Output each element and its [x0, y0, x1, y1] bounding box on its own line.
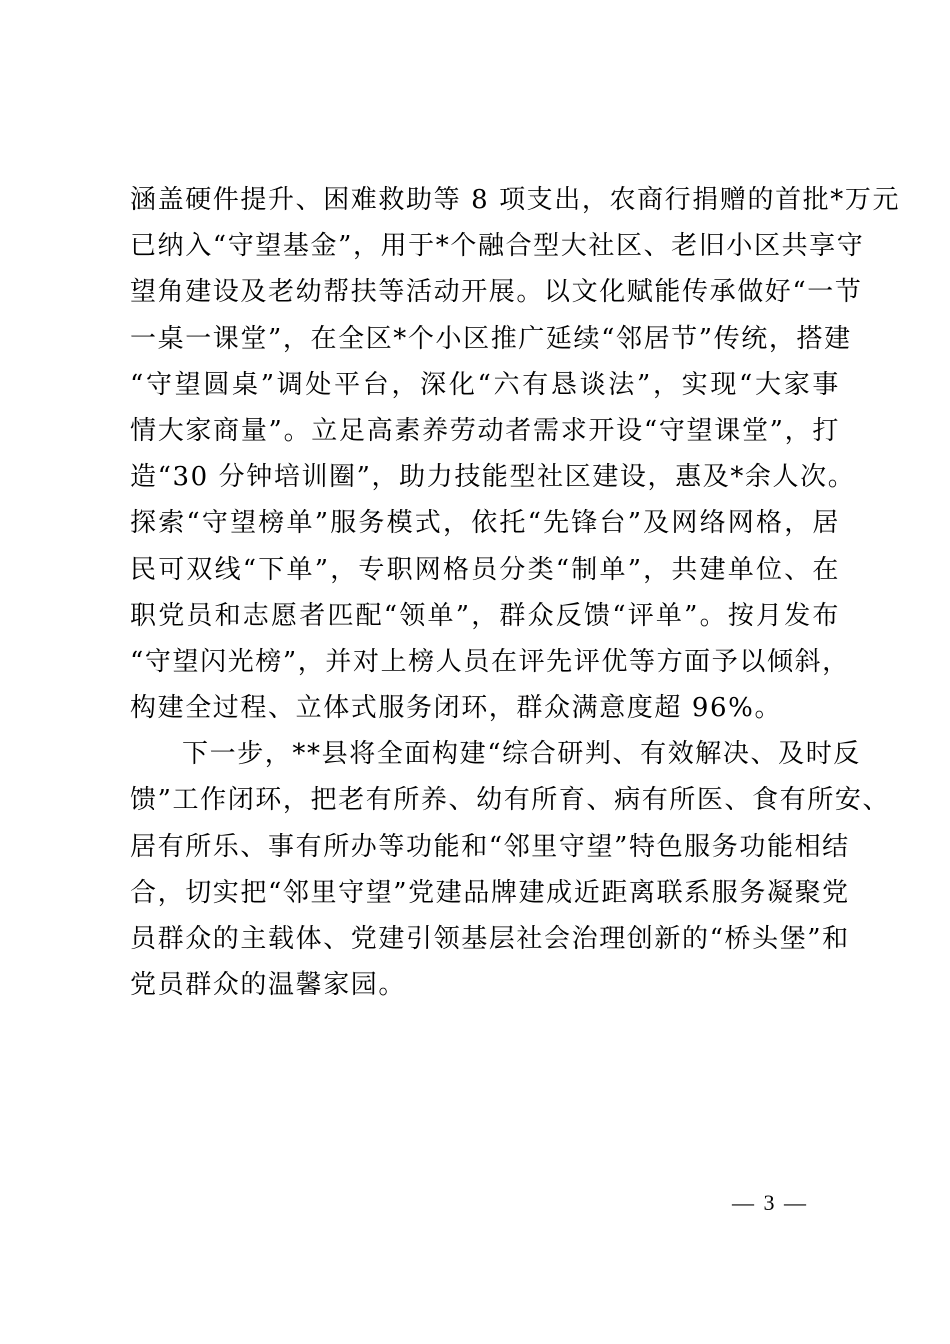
paragraph-1 [130, 177, 901, 731]
text-line: 合，切实把“邻里守望”党建品牌建成近距离联系服务凝聚党 [130, 877, 850, 908]
text-line: 造“30 分钟培训圈”，助力技能型社区建设，惠及*余人次。 [130, 462, 856, 493]
text-line: 居有所乐、事有所办等功能和“邻里守望”特色服务功能相结 [130, 831, 850, 862]
text-line: 馈”工作闭环，把老有所养、幼有所育、病有所医、食有所安、 [130, 785, 891, 816]
text-line: 一桌一课堂”，在全区*个小区推广延续“邻居节”传统，搭建 [130, 323, 852, 354]
body-text [130, 177, 901, 1008]
text-line-last: 党员群众的温馨家园。 [130, 970, 407, 1001]
paragraph-2 [130, 731, 891, 1008]
text-line: 情大家商量”。立足高素养劳动者需求开设“守望课堂”，打 [130, 415, 840, 446]
text-line: 职党员和志愿者匹配“领单”，群众反馈“评单”。按月发布 [130, 600, 840, 631]
text-line: 员群众的主载体、党建引领基层社会治理创新的“桥头堡”和 [130, 924, 850, 954]
text-line: 民可双线“下单”，专职网格员分类“制单”，共建单位、在 [130, 554, 840, 585]
text-line: 探索“守望榜单”服务模式，依托“先锋台”及网络网格，居 [130, 508, 840, 539]
text-line-indented: 下一步，**县将全面构建“综合研判、有效解决、及时反 [182, 739, 861, 770]
text-line-last: 构建全过程、立体式服务闭环，群众满意度超 96%。 [130, 693, 783, 724]
text-line: 已纳入“守望基金”，用于*个融合型大社区、老旧小区共享守 [130, 231, 865, 262]
text-line: “守望闪光榜”，并对上榜人员在评先评优等方面予以倾斜， [130, 646, 850, 677]
text-line: “守望圆桌”调处平台，深化“六有恳谈法”，实现“大家事 [130, 369, 840, 400]
text-line: 涵盖硬件提升、困难救助等 8 项支出，农商行捐赠的首批*万元 [130, 185, 901, 215]
text-line: 望角建设及老幼帮扶等活动开展。以文化赋能传承做好“一节 [130, 277, 863, 308]
page-number: — 3 — [732, 1190, 808, 1215]
